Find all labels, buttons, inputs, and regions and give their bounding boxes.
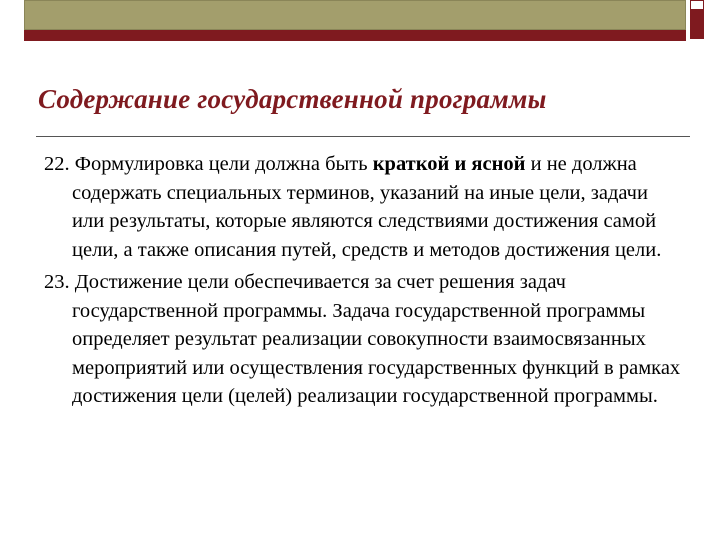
- corner-square-outline: [690, 0, 704, 10]
- paragraph-22-bold: краткой и ясной: [372, 153, 526, 175]
- title-divider: [36, 136, 690, 137]
- paragraph-23: 23. Достижение цели обеспечивается за счет решения задач государственной программы. Задача государственной программы определяет результат реализации совокупности взаимосвязанных мероприятий или осуществления государственных функций в рамках достижения цели (целей) реализации государственной программы.: [44, 271, 681, 407]
- slide-title: Содержание государственной программы: [38, 84, 547, 114]
- paragraph-22: [44, 150, 684, 264]
- paragraph-22-start: 22. Формулировка цели должна быть: [44, 153, 373, 175]
- header-olive-band: [24, 0, 686, 30]
- header-maroon-band: [24, 30, 686, 41]
- corner-square-filled: [690, 10, 704, 39]
- slide-body: [44, 150, 684, 415]
- paragraph-22-end: и не должна содержать специальных терминов, указаний на иные цели, задачи или результаты, которые являются следствиями достижения самой цели, а также описания путей, средств и методов достижения цели.: [72, 153, 662, 261]
